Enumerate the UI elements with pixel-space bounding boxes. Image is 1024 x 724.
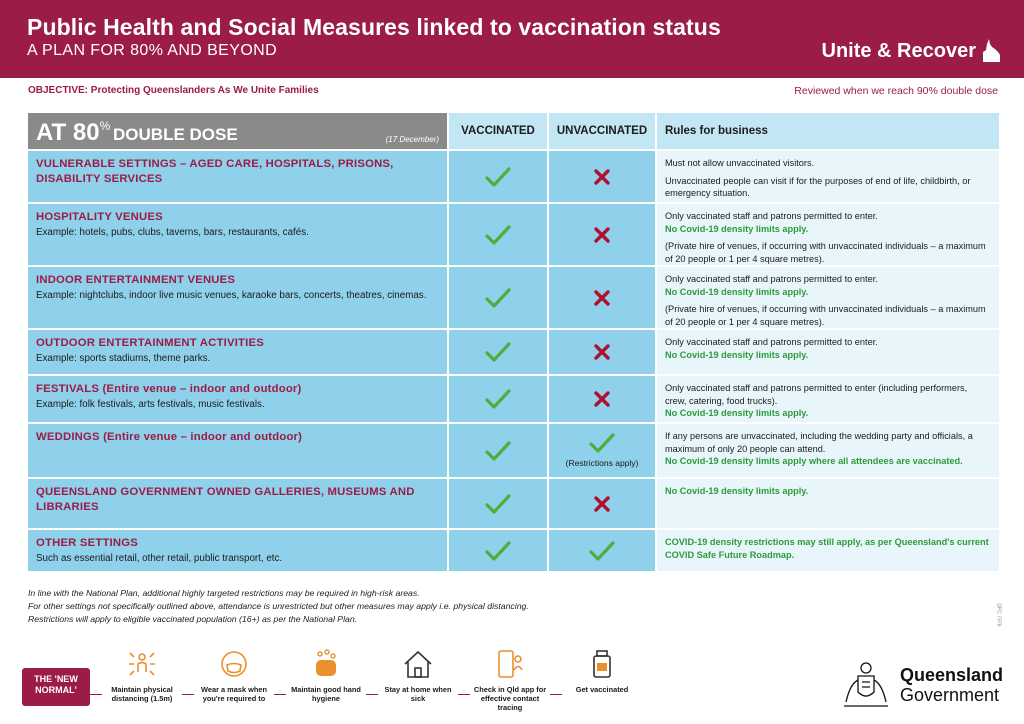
tip-hygiene <box>286 648 366 704</box>
check-icon <box>485 540 511 562</box>
setting-example: Example: sports stadiums, theme parks. <box>36 352 211 364</box>
density-rule-text: No Covid-19 density limits apply. <box>665 408 809 419</box>
rule-text: Only vaccinated staff and patrons permitted to enter. <box>665 274 878 284</box>
unvaccinated-cell <box>547 330 655 374</box>
footnote: In line with the National Plan, additional highly targeted restrictions may be required in high-risk areas. <box>28 588 420 598</box>
setting-example: Example: hotels, pubs, clubs, taverns, bars, restaurants, cafés. <box>36 226 309 238</box>
vaccinated-cell <box>447 330 547 374</box>
coat-of-arms-icon <box>838 658 894 714</box>
unvaccinated-cell <box>547 424 655 477</box>
vaccinated-header: VACCINATED <box>447 113 547 149</box>
setting-cell <box>28 204 447 265</box>
vaccine-vial-icon <box>586 648 618 680</box>
rules-cell <box>655 424 999 477</box>
threshold-header <box>28 113 447 149</box>
page-subtitle: A PLAN FOR 80% AND BEYOND <box>27 42 278 59</box>
objective-text: OBJECTIVE: Protecting Queenslanders As We Unite Families <box>28 85 319 96</box>
rule-text: Only vaccinated staff and patrons permitted to enter. <box>665 337 878 347</box>
distancing-icon <box>126 648 158 680</box>
cross-icon <box>593 495 611 513</box>
unvaccinated-header: UNVACCINATED <box>547 113 655 149</box>
divider <box>182 694 194 695</box>
tip-label: Get vaccinated <box>575 685 629 694</box>
gov-line2: Government <box>900 685 1000 705</box>
check-icon <box>485 224 511 246</box>
check-icon <box>485 388 511 410</box>
queensland-map-icon <box>980 38 1002 64</box>
divider <box>550 694 562 695</box>
tip-label: Stay at home when sick <box>384 685 452 703</box>
tip-stay-home <box>378 648 458 704</box>
rules-cell <box>655 530 999 571</box>
setting-category: OTHER SETTINGS <box>36 537 138 549</box>
rule-text: Unvaccinated people can visit if for the purposes of end of life, childbirth, or emergency situation. <box>665 175 971 199</box>
setting-example: Example: folk festivals, arts festivals, music festivals. <box>36 398 265 410</box>
density-rule-text: No Covid-19 density limits apply. <box>665 223 809 234</box>
unvaccinated-cell <box>547 267 655 328</box>
vaccinated-cell <box>447 424 547 477</box>
unvaccinated-cell <box>547 151 655 202</box>
density-rule-text: No Covid-19 density limits apply. <box>665 349 809 360</box>
page-header <box>0 0 1024 78</box>
vaccinated-cell <box>447 376 547 422</box>
brand-logo <box>822 38 1003 64</box>
tip-vaccinate <box>562 648 642 695</box>
footnote: For other settings not specifically outlined above, attendance is unrestricted but other measures may apply i.e. physical distancing. <box>28 601 529 612</box>
table-row <box>28 530 999 573</box>
tip-mask <box>194 648 274 704</box>
vaccinated-cell <box>447 530 547 571</box>
cross-icon <box>593 226 611 244</box>
check-icon <box>485 287 511 309</box>
house-icon <box>402 648 434 680</box>
vaccinated-cell <box>447 267 547 328</box>
setting-cell <box>28 151 447 202</box>
check-icon <box>485 341 511 363</box>
table-body <box>28 151 999 573</box>
threshold-at: AT 80 <box>36 119 100 146</box>
setting-category: VULNERABLE SETTINGS – AGED CARE, HOSPITALS, PRISONS, DISABILITY SERVICES <box>36 158 394 185</box>
setting-category: HOSPITALITY VENUES <box>36 211 163 223</box>
new-normal-badge: THE 'NEW NORMAL' <box>22 668 90 706</box>
rule-text: Must not allow unvaccinated visitors. <box>665 158 815 168</box>
setting-cell <box>28 267 447 328</box>
tip-label: Maintain good hand hygiene <box>291 685 361 703</box>
setting-category: INDOOR ENTERTAINMENT VENUES <box>36 274 236 286</box>
cross-icon <box>593 168 611 186</box>
vaccinated-cell <box>447 151 547 202</box>
check-icon <box>589 540 615 562</box>
tip-label: Wear a mask when you're required to <box>201 685 267 703</box>
table-row <box>28 330 999 376</box>
check-icon <box>485 493 511 515</box>
density-rule-text: COVID-19 density restrictions may still apply, as per Queensland's current COVID Safe Future Roadmap. <box>665 537 989 560</box>
document-code: DPC 7976 <box>995 603 1002 627</box>
table-row <box>28 204 999 267</box>
divider <box>90 694 102 695</box>
divider <box>274 694 286 695</box>
table-row <box>28 424 999 479</box>
setting-cell <box>28 479 447 528</box>
tip-label: Check in Qld app for effective contact tracing <box>473 685 547 712</box>
reviewed-text: Reviewed when we reach 90% double dose <box>794 85 998 97</box>
brand-text: Unite & Recover <box>821 39 976 62</box>
vaccinated-cell <box>447 204 547 265</box>
setting-cell <box>28 376 447 422</box>
cross-icon <box>593 289 611 307</box>
rule-text: Only vaccinated staff and patrons permitted to enter (including performers, crew, catering, food trucks). <box>665 383 968 406</box>
setting-example: Example: nightclubs, indoor live music venues, karaoke bars, concerts, theatres, cinemas. <box>36 289 427 301</box>
rules-cell <box>655 479 999 528</box>
rules-cell <box>655 376 999 422</box>
cross-icon <box>593 390 611 408</box>
unvaccinated-cell <box>547 204 655 265</box>
setting-category: FESTIVALS (Entire venue – indoor and outdoor) <box>36 383 302 395</box>
restrictions-note: (Restrictions apply) <box>565 457 639 468</box>
divider <box>366 694 378 695</box>
rule-text: (Private hire of venues, if occurring with unvaccinated individuals – a maximum of 20 people or 1 per 4 square metres). <box>665 304 986 328</box>
hand-hygiene-icon <box>310 648 342 680</box>
density-rule-text: No Covid-19 density limits apply. <box>665 486 809 496</box>
table-row <box>28 479 999 530</box>
queensland-government-logo <box>838 658 1003 714</box>
footnotes <box>28 587 529 626</box>
rules-cell <box>655 151 999 202</box>
gov-line1: Queensland <box>900 665 1004 686</box>
new-normal-tips <box>90 648 642 712</box>
setting-category: WEDDINGS (Entire venue – indoor and outdoor) <box>36 431 303 443</box>
density-rule-text: No Covid-19 density limits apply. <box>665 286 809 297</box>
vaccinated-cell <box>447 479 547 528</box>
rules-cell <box>655 204 999 265</box>
threshold-double-dose: DOUBLE DOSE <box>113 125 238 144</box>
divider <box>458 694 470 695</box>
threshold-pct: % <box>99 119 111 133</box>
density-rule-text: No Covid-19 density limits apply where all attendees are vaccinated. <box>665 456 963 467</box>
setting-category: OUTDOOR ENTERTAINMENT ACTIVITIES <box>36 337 264 349</box>
threshold-date: (17 December) <box>385 135 439 144</box>
phone-checkin-icon <box>494 648 526 680</box>
setting-cell <box>28 424 447 477</box>
rule-text: (Private hire of venues, if occurring with unvaccinated individuals – a maximum of 20 people or 1 per 4 square metres). <box>665 241 986 265</box>
tip-check-in <box>470 648 550 713</box>
measures-table <box>28 113 999 573</box>
table-row <box>28 151 999 204</box>
setting-category: QUEENSLAND GOVERNMENT OWNED GALLERIES, MUSEUMS AND LIBRARIES <box>36 486 415 513</box>
rule-text: If any persons are unvaccinated, including the wedding party and officials, a maximum of only 20 people can attend. <box>665 431 973 454</box>
setting-example: Such as essential retail, other retail, public transport, etc. <box>36 552 283 564</box>
tip-distancing <box>102 648 182 704</box>
unvaccinated-cell <box>547 376 655 422</box>
page-title: Public Health and Social Measures linked to vaccination status <box>27 14 721 40</box>
mask-icon <box>218 648 250 680</box>
unvaccinated-cell <box>547 530 655 571</box>
check-icon <box>485 166 511 188</box>
rule-text: Only vaccinated staff and patrons permitted to enter. <box>665 211 878 221</box>
rules-cell <box>655 267 999 328</box>
check-icon <box>485 440 511 462</box>
tip-label: Maintain physical distancing (1.5m) <box>111 685 173 703</box>
table-header-row <box>28 113 999 151</box>
setting-cell <box>28 530 447 571</box>
table-row <box>28 267 999 330</box>
cross-icon <box>593 343 611 361</box>
check-icon <box>589 432 615 454</box>
table-row <box>28 376 999 424</box>
footnote: Restrictions will apply to eligible vaccinated population (16+) as per the National Plan. <box>28 614 358 625</box>
setting-cell <box>28 330 447 374</box>
rules-cell <box>655 330 999 374</box>
rules-header: Rules for business <box>655 113 999 149</box>
unvaccinated-cell <box>547 479 655 528</box>
